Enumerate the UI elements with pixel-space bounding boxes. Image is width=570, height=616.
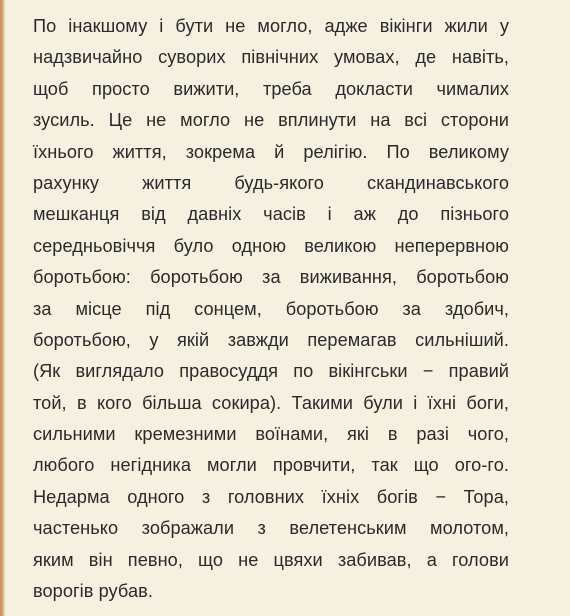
paragraph-line: за місце під сонцем, боротьбою за здобич, [33, 298, 509, 319]
page-left-edge [0, 0, 5, 616]
paragraph-line: середньовіччя було одною великою неперервною [33, 235, 509, 256]
paragraph-line: Недарма одного з головних їхніх богів − Тора, [33, 486, 509, 507]
paragraph-line: (Як виглядало правосуддя по вікінгськи − правий [33, 361, 509, 382]
paragraph-line: По інакшому і бути не могло, адже вікінги жили у [33, 16, 509, 36]
paragraph-line: надзвичайно суворих північних умовах, де навіть, [33, 47, 509, 68]
paragraph-line: їхнього життя, зокрема й релігію. По великому [33, 141, 509, 162]
paragraph-line: зусиль. Це не могло не вплинути на всі сторони [33, 110, 509, 131]
paragraph-line: боротьбою: боротьбою за виживання, боротьбою [33, 267, 509, 288]
paragraph-line: любого негідника могли провчити, так що ого-го. [33, 455, 509, 476]
paragraph-line: сильними кремезними воїнами, які в разі чого, [33, 424, 509, 445]
paragraph-line: яким він певно, що не цвяхи забивав, а голови [33, 549, 509, 570]
paragraph-line: ворогів рубав. [33, 581, 153, 602]
paragraph-line: боротьбою, у якій завжди перемагав сильніший. [33, 329, 509, 350]
article-paragraph [33, 11, 509, 607]
paragraph-line: той, в кого більша сокира). Такими були і їхні боги, [33, 392, 509, 413]
paragraph-line: мешканця від давніх часів і аж до пізнього [33, 204, 509, 225]
paragraph-line: щоб просто вижити, треба докласти чималих [33, 78, 509, 99]
paragraph-line: рахунку життя будь-якого скандинавського [33, 172, 509, 193]
paragraph-line: частенько зображали з велетенським молотом, [33, 518, 509, 539]
